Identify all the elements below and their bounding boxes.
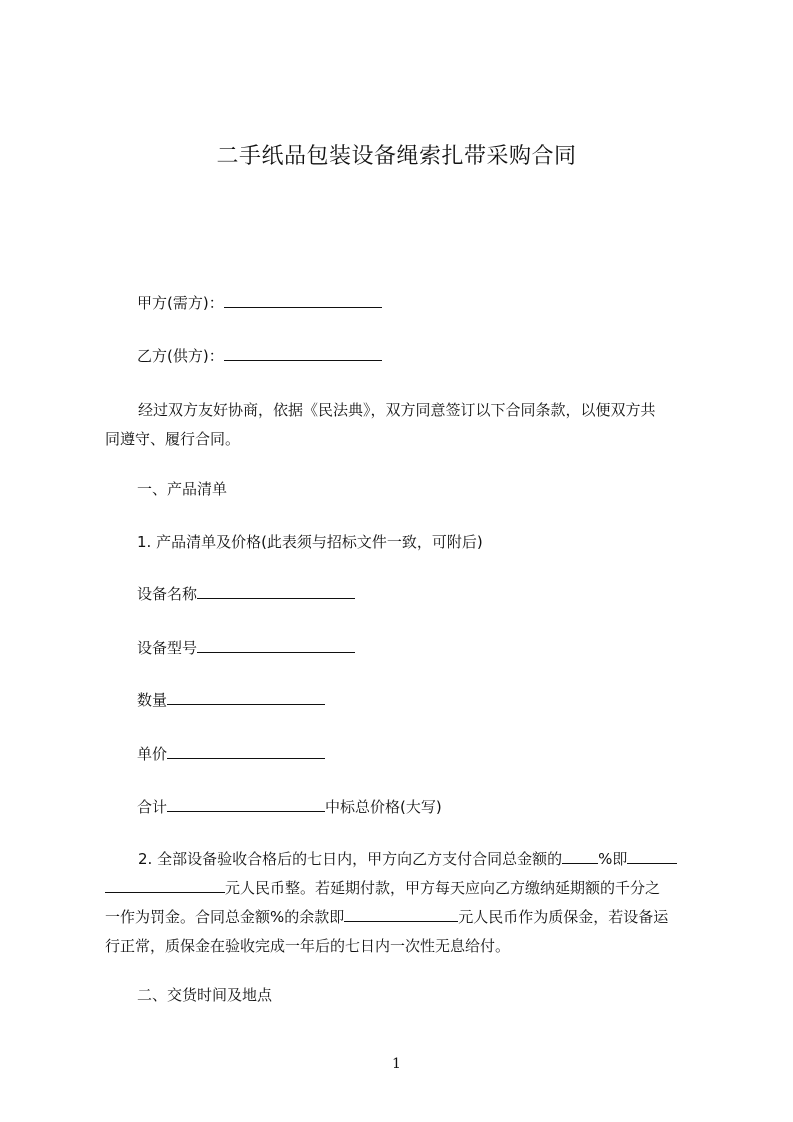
total-blank bbox=[167, 797, 325, 812]
equipment-name-line bbox=[137, 584, 355, 604]
item-2-line-2 bbox=[105, 874, 701, 903]
unit-price-blank bbox=[167, 744, 325, 759]
section-2-heading: 二、交货时间及地点 bbox=[137, 986, 273, 1004]
party-b-blank bbox=[224, 346, 382, 361]
page-number: 1 bbox=[392, 1056, 401, 1072]
item-2-text-c: 元人民币整。若延期付款，甲方每天应向乙方缴纳延期额的千分之 bbox=[225, 879, 661, 897]
item-2-text-a: 2. 全部设备验收合格后的七日内，甲方向乙方支付合同总金额的 bbox=[138, 850, 563, 868]
item-2-text-d: 一作为罚金。合同总金额%的余款即 bbox=[105, 908, 345, 926]
item-2-line-4: 行正常，质保金在验收完成一年后的七日内一次性无息给付。 bbox=[105, 937, 511, 955]
equipment-model-line bbox=[137, 638, 355, 658]
party-b-label: 乙方(供方)： bbox=[137, 347, 224, 365]
equipment-name-label: 设备名称 bbox=[137, 585, 198, 603]
party-a-blank bbox=[224, 293, 382, 308]
total-label: 合计 bbox=[137, 798, 168, 816]
item-2-text-e: 元人民币作为质保金，若设备运 bbox=[458, 908, 669, 926]
item-1-label: 1. 产品清单及价格(此表须与招标文件一致，可附后) bbox=[137, 533, 483, 551]
section-1-heading: 一、产品清单 bbox=[137, 480, 228, 498]
equipment-name-blank bbox=[197, 584, 355, 599]
document-title: 二手纸品包装设备绳索扎带采购合同 bbox=[216, 144, 577, 169]
total-line bbox=[137, 797, 442, 817]
intro-paragraph bbox=[105, 396, 701, 454]
party-a-label: 甲方(需方)： bbox=[137, 294, 224, 312]
party-a-line bbox=[137, 293, 382, 313]
equipment-model-label: 设备型号 bbox=[137, 639, 198, 657]
item-2-line-3 bbox=[105, 903, 701, 932]
quantity-line bbox=[137, 690, 325, 710]
quantity-label: 数量 bbox=[137, 691, 168, 709]
amount-blank-start bbox=[627, 849, 677, 864]
unit-price-label: 单价 bbox=[137, 745, 168, 763]
total-suffix: 中标总价格(大写) bbox=[325, 798, 442, 816]
item-2-text-b: %即 bbox=[598, 850, 628, 868]
amount-blank-end bbox=[105, 878, 225, 893]
party-b-line bbox=[137, 346, 382, 366]
unit-price-line bbox=[137, 744, 325, 764]
item-2-paragraph bbox=[105, 845, 701, 961]
equipment-model-blank bbox=[197, 638, 355, 653]
item-2-line-1 bbox=[105, 845, 701, 874]
quantity-blank bbox=[167, 690, 325, 705]
retention-blank bbox=[344, 907, 458, 922]
intro-line-1: 经过双方友好协商，依据《民法典》，双方同意签订以下合同条款，以便双方共 bbox=[138, 401, 656, 419]
percent-blank bbox=[562, 849, 598, 864]
intro-line-2: 同遵守、履行合同。 bbox=[105, 430, 241, 448]
